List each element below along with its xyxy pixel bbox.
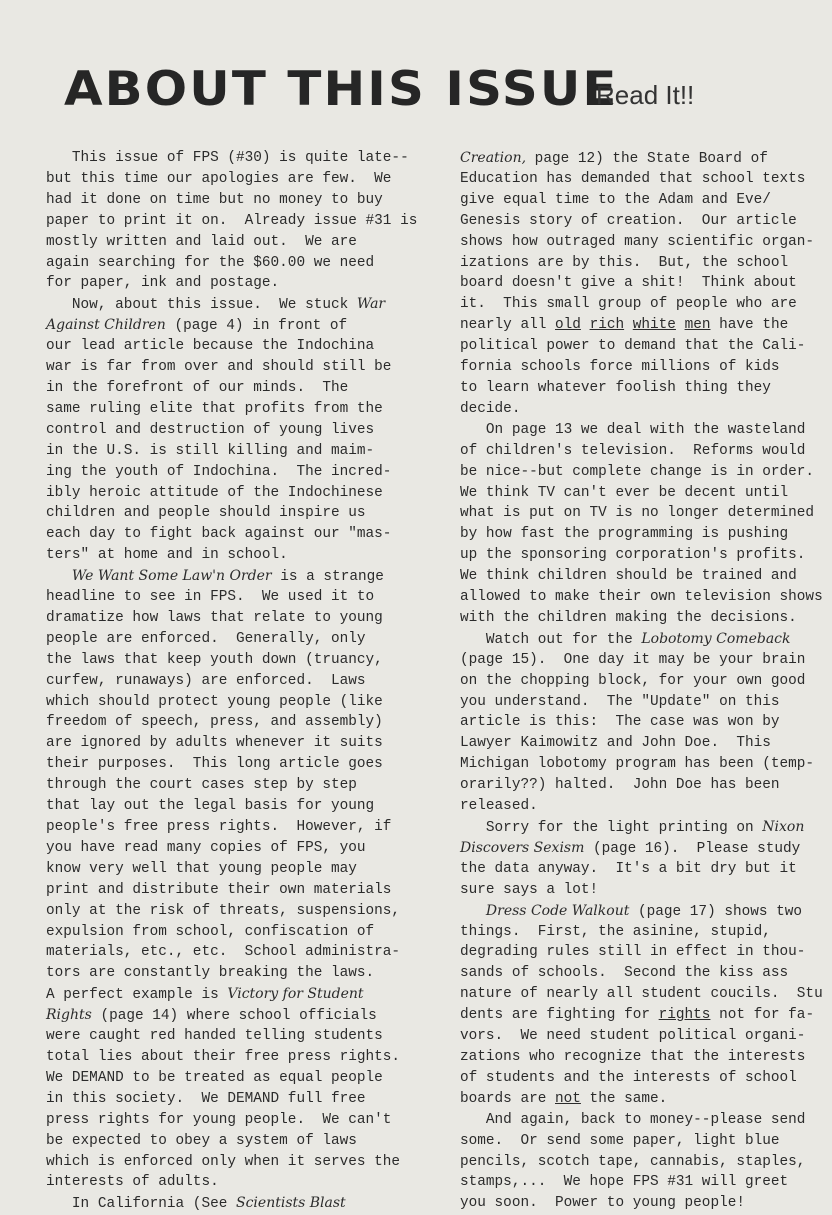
text-line (46, 503, 418, 524)
text-run: materials, etc., etc. School administra- (46, 944, 401, 961)
text-run: were caught red handed telling students (46, 1028, 383, 1045)
text-line (46, 524, 418, 545)
text-line (460, 1152, 828, 1173)
text-line (46, 671, 418, 692)
text-run: curfew, runaways) are enforced. Laws (46, 672, 366, 689)
text-line (460, 692, 828, 713)
text-line (46, 1068, 418, 1089)
text-run: of students and the interests of school (460, 1069, 797, 1086)
text-run: (page 17) shows two (629, 903, 803, 920)
text-line (460, 253, 828, 274)
underlined-word: old (555, 317, 581, 334)
text-line (46, 963, 418, 984)
text-line (460, 483, 828, 504)
text-run: for paper, ink and postage. (46, 275, 280, 292)
text-run: some. Or send some paper, light blue (460, 1132, 780, 1149)
article-title-ref: Lobotomy Comeback (641, 630, 791, 647)
text-line (460, 922, 828, 943)
text-run: A perfect example is (46, 987, 228, 1004)
text-run: is a strange (271, 569, 384, 586)
text-line (460, 148, 828, 169)
text-line (46, 692, 418, 713)
text-run: paper to print it on. Already issue #31 is (46, 212, 418, 229)
text-line (460, 420, 828, 441)
text-run: press rights for young people. We can't (46, 1111, 392, 1128)
text-line (46, 336, 418, 357)
underlined-word: white (632, 317, 676, 334)
text-run: on the chopping block, for your own good (460, 672, 806, 689)
text-run: zations who recognize that the interests (460, 1048, 806, 1065)
text-line (460, 336, 828, 357)
text-run: nearly all (460, 317, 555, 334)
text-run: orarily??) halted. John Doe has been (460, 777, 780, 794)
text-line (460, 503, 828, 524)
text-run: control and destruction of young lives (46, 421, 375, 438)
text-line (46, 294, 418, 315)
article-title-ref: War (356, 296, 386, 313)
article-column-left (46, 148, 418, 1214)
text-run: released. (460, 798, 538, 815)
text-line (460, 901, 828, 922)
text-line (460, 984, 828, 1005)
text-line (460, 796, 828, 817)
text-line (460, 1131, 828, 1152)
text-run: not for fa- (710, 1007, 815, 1024)
text-run: our lead article because the Indochina (46, 338, 375, 355)
text-run: but this time our apologies are few. We (46, 170, 392, 187)
text-line (460, 733, 828, 754)
text-line (46, 901, 418, 922)
text-line (460, 754, 828, 775)
text-run: to learn whatever foolish thing they (460, 379, 771, 396)
text-line (46, 441, 418, 462)
text-line (46, 211, 418, 232)
text-run: sands of schools. Second the kiss ass (460, 965, 789, 982)
text-run: board doesn't give a shit! Think about (460, 275, 797, 292)
text-run: ing the youth of Indochina. The incred- (46, 463, 392, 480)
text-line (460, 817, 828, 838)
text-line (460, 1005, 828, 1026)
text-run: the same. (580, 1090, 668, 1107)
text-line (46, 1131, 418, 1152)
text-run: had it done on time but no money to buy (46, 191, 383, 208)
text-line (46, 169, 418, 190)
text-line (460, 963, 828, 984)
text-run: children and people should inspire us (46, 505, 366, 522)
text-run: (page 15). One day it may be your brain (460, 651, 806, 668)
text-line (460, 1026, 828, 1047)
text-line (46, 1110, 418, 1131)
text-run: are ignored by adults whenever it suits (46, 735, 383, 752)
text-run: pencils, scotch tape, cannabis, staples, (460, 1153, 806, 1170)
text-run: through the court cases step by step (46, 777, 357, 794)
text-run (460, 904, 486, 920)
text-run: Genesis story of creation. Our article (460, 212, 797, 229)
text-run: (page 16). Please study (584, 840, 801, 857)
text-run (46, 569, 72, 585)
article-title-ref: Victory for Student (227, 986, 364, 1003)
text-line (46, 357, 418, 378)
text-run: in the forefront of our minds. The (46, 379, 349, 396)
underlined-word: men (684, 317, 711, 334)
text-line (46, 378, 418, 399)
text-run: the data anyway. It's a bit dry but it (460, 860, 797, 877)
text-run: We think children should be trained and (460, 568, 797, 585)
text-line (46, 232, 418, 253)
text-run: you understand. The "Update" on this (460, 693, 780, 710)
text-run: dents are fighting for (460, 1007, 659, 1024)
text-line (460, 1089, 828, 1110)
text-line (460, 1193, 828, 1214)
text-line (460, 294, 828, 315)
text-line (46, 399, 418, 420)
text-run (624, 317, 633, 333)
text-run: political power to demand that the Cali- (460, 338, 806, 355)
text-run: (page 4) in front of (165, 318, 348, 335)
text-run: again searching for the $60.00 we need (46, 254, 375, 271)
text-line (46, 796, 418, 817)
text-line (460, 1047, 828, 1068)
text-run: it. This small group of people who are (460, 296, 797, 313)
text-run: We DEMAND to be treated as equal people (46, 1069, 383, 1086)
text-line (46, 1047, 418, 1068)
article-title-ref: Dress Code Walkout (485, 902, 630, 919)
text-line (460, 378, 828, 399)
text-run: mostly written and laid out. We are (46, 233, 357, 250)
text-run: what is put on TV is no longer determined (460, 505, 815, 522)
text-run: In California (See (46, 1196, 236, 1213)
text-run: you soon. Power to young people! (460, 1195, 745, 1212)
text-run: dramatize how laws that relate to young (46, 609, 383, 626)
text-line (460, 712, 828, 733)
text-run: expulsion from school, confiscation of (46, 923, 375, 940)
text-run (676, 317, 685, 333)
article-title-ref: We Want Some Law'n Order (71, 568, 272, 585)
text-line (46, 650, 418, 671)
text-run: decide. (460, 400, 521, 417)
text-line (460, 566, 828, 587)
text-run: Michigan lobotomy program has been (temp- (460, 756, 815, 773)
text-run: izations are by this. But, the school (460, 254, 789, 271)
text-line (460, 273, 828, 294)
text-run: up the sponsoring corporation's profits. (460, 547, 806, 564)
text-run: nature of nearly all student coucils. Stu (460, 986, 823, 1003)
text-line (460, 775, 828, 796)
text-run: that lay out the legal basis for young (46, 798, 375, 815)
text-run: interests of adults. (46, 1174, 219, 1191)
text-line (46, 712, 418, 733)
text-line (46, 1026, 418, 1047)
text-line (46, 545, 418, 566)
text-line (46, 587, 418, 608)
text-run: their purposes. This long article goes (46, 756, 383, 773)
text-line (460, 1110, 828, 1131)
text-line (460, 462, 828, 483)
text-run: in the U.S. is still killing and maim- (46, 442, 375, 459)
article-title-ref: Creation, (460, 150, 527, 166)
text-run: We think TV can't ever be decent until (460, 484, 789, 501)
text-line (460, 169, 828, 190)
text-line (46, 922, 418, 943)
text-line (46, 880, 418, 901)
article-title-ref: Scientists Blast (236, 1195, 346, 1212)
text-run: Now, about this issue. We stuck (46, 297, 357, 314)
text-run: boards are (460, 1090, 555, 1107)
text-line (460, 524, 828, 545)
text-run: On page 13 we deal with the wasteland (460, 421, 806, 438)
text-line (460, 441, 828, 462)
text-line (46, 483, 418, 504)
text-line (460, 232, 828, 253)
text-line (46, 1172, 418, 1193)
text-line (46, 733, 418, 754)
text-line (46, 253, 418, 274)
text-line (460, 629, 828, 650)
text-run: This issue of FPS (#30) is quite late-- (46, 150, 409, 166)
text-run: Sorry for the light printing on (460, 820, 763, 836)
text-line (46, 566, 418, 587)
text-line (460, 211, 828, 232)
text-run: Lawyer Kaimowitz and John Doe. This (460, 735, 771, 752)
text-run: page 12) the State Board of (526, 151, 768, 167)
text-line (460, 650, 828, 671)
text-line (46, 1152, 418, 1173)
text-run: things. First, the asinine, stupid, (460, 923, 771, 940)
article-title-ref: Rights (46, 1007, 92, 1024)
text-line (46, 273, 418, 294)
article-title-ref: Against Children (46, 317, 166, 334)
text-line (460, 587, 828, 608)
text-run: in this society. We DEMAND full free (46, 1090, 366, 1107)
text-line (46, 148, 418, 169)
text-line (46, 838, 418, 859)
text-run: be expected to obey a system of laws (46, 1132, 357, 1149)
text-run: degrading rules still in effect in thou- (460, 944, 806, 961)
text-line (46, 1089, 418, 1110)
text-run: sure says a lot! (460, 881, 599, 898)
text-line (460, 190, 828, 211)
text-line (460, 357, 828, 378)
text-line (460, 838, 828, 859)
text-run: people are enforced. Generally, only (46, 630, 366, 647)
text-run: Watch out for the (460, 631, 642, 648)
text-run: (page 14) where school officials (91, 1008, 377, 1025)
text-line (46, 608, 418, 629)
text-run: ters" at home and in school. (46, 547, 288, 564)
text-run: Education has demanded that school texts (460, 170, 806, 187)
text-line (46, 190, 418, 211)
text-line (46, 420, 418, 441)
text-run: print and distribute their own materials (46, 881, 392, 898)
text-line (460, 671, 828, 692)
text-run: shows how outraged many scientific organ- (460, 233, 815, 250)
text-line (46, 315, 418, 336)
text-run: only at the risk of threats, suspensions, (46, 902, 401, 919)
page-title: ABOUT THIS ISSUE (64, 62, 619, 117)
text-run: by how fast the programming is pushing (460, 526, 789, 543)
text-run: the laws that keep youth down (truancy, (46, 651, 383, 668)
text-line (46, 1005, 418, 1026)
text-line (46, 629, 418, 650)
text-run: fornia schools force millions of kids (460, 359, 780, 376)
text-run: same ruling elite that profits from the (46, 400, 383, 417)
text-line (460, 942, 828, 963)
text-line (460, 859, 828, 880)
text-run: stamps,... We hope FPS #31 will greet (460, 1174, 789, 1191)
underlined-word: rich (589, 317, 625, 334)
text-run: which is enforced only when it serves the (46, 1153, 401, 1170)
text-run: tors are constantly breaking the laws. (46, 965, 375, 982)
article-column-right (460, 148, 828, 1214)
text-run: which should protect young people (like (46, 693, 383, 710)
text-run: war is far from over and should still be (46, 359, 392, 376)
text-line (46, 817, 418, 838)
text-run: each day to fight back against our "mas- (46, 526, 392, 543)
text-run: of children's television. Reforms would (460, 442, 806, 459)
text-run: freedom of speech, press, and assembly) (46, 714, 383, 731)
text-run: And again, back to money--please send (460, 1111, 806, 1128)
text-run (581, 317, 590, 333)
text-run: with the children making the decisions. (460, 609, 797, 626)
text-line (46, 942, 418, 963)
text-line (460, 399, 828, 420)
text-run: vors. We need student political organi- (460, 1028, 806, 1045)
text-line (460, 1172, 828, 1193)
text-run: people's free press rights. However, if (46, 819, 392, 835)
text-run: know very well that young people may (46, 860, 357, 877)
text-run: have the (710, 317, 789, 334)
text-run: headline to see in FPS. We used it to (46, 589, 375, 606)
article-title-ref: Nixon (762, 819, 805, 835)
text-run: ibly heroic attitude of the Indochinese (46, 484, 383, 501)
text-line (460, 1068, 828, 1089)
text-line (460, 545, 828, 566)
text-line (46, 859, 418, 880)
text-line (460, 880, 828, 901)
read-it-tagline: Read It!! (596, 80, 695, 110)
text-run: be nice--but complete change is in order. (460, 463, 815, 480)
text-line (460, 315, 828, 336)
article-title-ref: Discovers Sexism (460, 839, 585, 856)
text-run: allowed to make their own television shows (460, 589, 823, 606)
text-line (460, 608, 828, 629)
text-run: total lies about their free press rights. (46, 1048, 401, 1065)
underlined-word: rights (658, 1007, 711, 1024)
underlined-word: not (555, 1090, 581, 1107)
text-line (46, 1193, 418, 1214)
text-line (46, 775, 418, 796)
text-run: you have read many copies of FPS, you (46, 839, 366, 856)
text-line (46, 754, 418, 775)
text-run: give equal time to the Adam and Eve/ (460, 191, 771, 208)
text-line (46, 462, 418, 483)
text-run: article is this: The case was won by (460, 714, 780, 731)
text-line (46, 984, 418, 1005)
